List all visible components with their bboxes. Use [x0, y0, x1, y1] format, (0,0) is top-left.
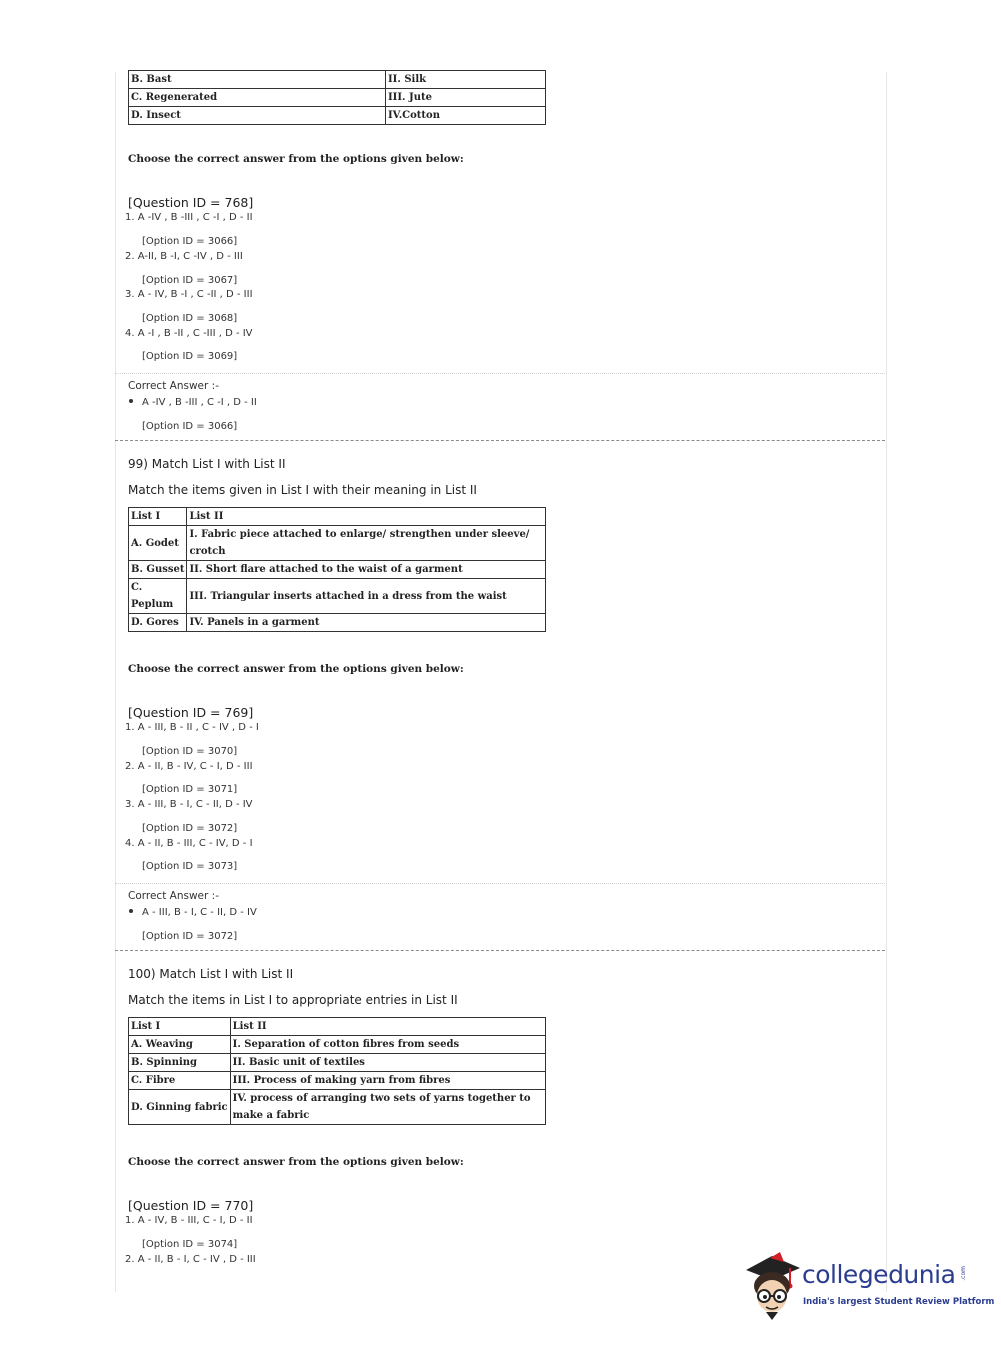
- q99-option-2: 2. A - II, B - IV, C - I, D - III: [125, 761, 253, 772]
- q100-option-1-id: [Option ID = 3074]: [142, 1239, 238, 1250]
- q98-option-4-id: [Option ID = 3069]: [142, 351, 238, 362]
- q99-match-table: [128, 507, 546, 632]
- table-row: [129, 579, 546, 614]
- q99-correct-text: A - III, B - I, C - II, D - IV: [142, 907, 257, 918]
- table-cell: I. Separation of cotton fibres from seeds: [230, 1036, 545, 1054]
- table-cell: C. Regenerated: [129, 89, 386, 107]
- table-header: List I: [129, 508, 187, 526]
- q98-correct-label: Correct Answer :-: [128, 380, 219, 392]
- q99-option-2-id: [Option ID = 3071]: [142, 784, 238, 795]
- table-row: [129, 71, 546, 89]
- table-cell: A. Godet: [129, 526, 187, 561]
- q99-option-4-id: [Option ID = 3073]: [142, 861, 238, 872]
- q100-option-2: 2. A - II, B - I, C - IV , D - III: [125, 1254, 256, 1265]
- q98-option-3: 3. A - IV, B -I , C -II , D - III: [125, 289, 253, 300]
- table-row: [129, 1036, 546, 1054]
- table-row: [129, 526, 546, 561]
- q100-prompt: Match the items in List I to appropriate entries in List II: [128, 993, 458, 1007]
- table-cell: III. Process of making yarn from fibres: [230, 1072, 545, 1090]
- q99-option-3-id: [Option ID = 3072]: [142, 823, 238, 834]
- table-cell: II. Basic unit of textiles: [230, 1054, 545, 1072]
- table-row: [129, 1090, 546, 1125]
- table-row: [129, 508, 546, 526]
- q100-question-id: [Question ID = 770]: [128, 1198, 254, 1213]
- q99-title: 99) Match List I with List II: [128, 457, 286, 471]
- q99-question-id: [Question ID = 769]: [128, 705, 254, 720]
- q99-option-1: 1. A - III, B - II , C - IV , D - I: [125, 722, 259, 733]
- q100-option-1: 1. A - IV, B - III, C - I, D - II: [125, 1215, 253, 1226]
- q98-instruction: Choose the correct answer from the options given below:: [128, 153, 464, 165]
- table-header: List I: [129, 1018, 231, 1036]
- table-cell: B. Spinning: [129, 1054, 231, 1072]
- table-cell: D. Ginning fabric: [129, 1090, 231, 1125]
- q99-correct-id: [Option ID = 3072]: [142, 931, 238, 942]
- bullet-icon: [129, 399, 133, 403]
- question-separator: [115, 950, 885, 951]
- table-row: [129, 1054, 546, 1072]
- q98-option-1-id: [Option ID = 3066]: [142, 236, 238, 247]
- q98-correct-answer: [125, 397, 257, 408]
- q99-correct-label: Correct Answer :-: [128, 890, 219, 902]
- q99-prompt: Match the items given in List I with their meaning in List II: [128, 483, 477, 497]
- table-cell: IV. process of arranging two sets of yarns together to make a fabric: [230, 1090, 545, 1125]
- brand-name: collegedunia: [802, 1260, 956, 1289]
- table-cell: D. Gores: [129, 614, 187, 632]
- brand-tagline: India's largest Student Review Platform: [803, 1297, 995, 1307]
- q98-correct-text: A -IV , B -III , C -I , D - II: [142, 397, 257, 408]
- table-header: List II: [187, 508, 546, 526]
- table-row: [129, 107, 546, 125]
- table-cell: II. Short flare attached to the waist of a garment: [187, 561, 546, 579]
- q100-match-table: [128, 1017, 546, 1125]
- q98-option-4: 4. A -I , B -II , C -III , D - IV: [125, 328, 253, 339]
- table-cell: B. Gusset: [129, 561, 187, 579]
- q99-option-4: 4. A - II, B - III, C - IV, D - I: [125, 838, 253, 849]
- table-cell: B. Bast: [129, 71, 386, 89]
- q98-option-3-id: [Option ID = 3068]: [142, 313, 238, 324]
- question-separator: [115, 440, 885, 441]
- table-cell: C. Peplum: [129, 579, 187, 614]
- table-cell: IV. Panels in a garment: [187, 614, 546, 632]
- table-row: [129, 561, 546, 579]
- q98-match-table: [128, 70, 546, 125]
- table-cell: IV.Cotton: [386, 107, 546, 125]
- table-row: [129, 1018, 546, 1036]
- table-row: [129, 614, 546, 632]
- q99-correct-answer: [125, 907, 257, 918]
- table-row: [129, 89, 546, 107]
- mascot-icon: [742, 1250, 802, 1322]
- bullet-icon: [129, 909, 133, 913]
- divider: [115, 883, 885, 884]
- q99-option-3: 3. A - III, B - I, C - II, D - IV: [125, 799, 253, 810]
- table-header: List II: [230, 1018, 545, 1036]
- q98-option-2: 2. A-II, B -I, C -IV , D - III: [125, 251, 243, 262]
- table-row: [129, 1072, 546, 1090]
- q100-title: 100) Match List I with List II: [128, 967, 294, 981]
- table-cell: D. Insect: [129, 107, 386, 125]
- q100-instruction: Choose the correct answer from the options given below:: [128, 1156, 464, 1168]
- q98-option-1: 1. A -IV , B -III , C -I , D - II: [125, 212, 253, 223]
- table-cell: II. Silk: [386, 71, 546, 89]
- q98-option-2-id: [Option ID = 3067]: [142, 275, 238, 286]
- q98-question-id: [Question ID = 768]: [128, 195, 254, 210]
- q98-correct-id: [Option ID = 3066]: [142, 421, 238, 432]
- table-cell: I. Fabric piece attached to enlarge/ strengthen under sleeve/ crotch: [187, 526, 546, 561]
- divider: [115, 373, 885, 374]
- collegedunia-logo: [742, 1250, 995, 1322]
- table-cell: III. Jute: [386, 89, 546, 107]
- table-cell: A. Weaving: [129, 1036, 231, 1054]
- table-cell: III. Triangular inserts attached in a dress from the waist: [187, 579, 546, 614]
- q99-option-1-id: [Option ID = 3070]: [142, 746, 238, 757]
- brand-com: .com: [960, 1266, 967, 1281]
- q99-instruction: Choose the correct answer from the options given below:: [128, 663, 464, 675]
- table-cell: C. Fibre: [129, 1072, 231, 1090]
